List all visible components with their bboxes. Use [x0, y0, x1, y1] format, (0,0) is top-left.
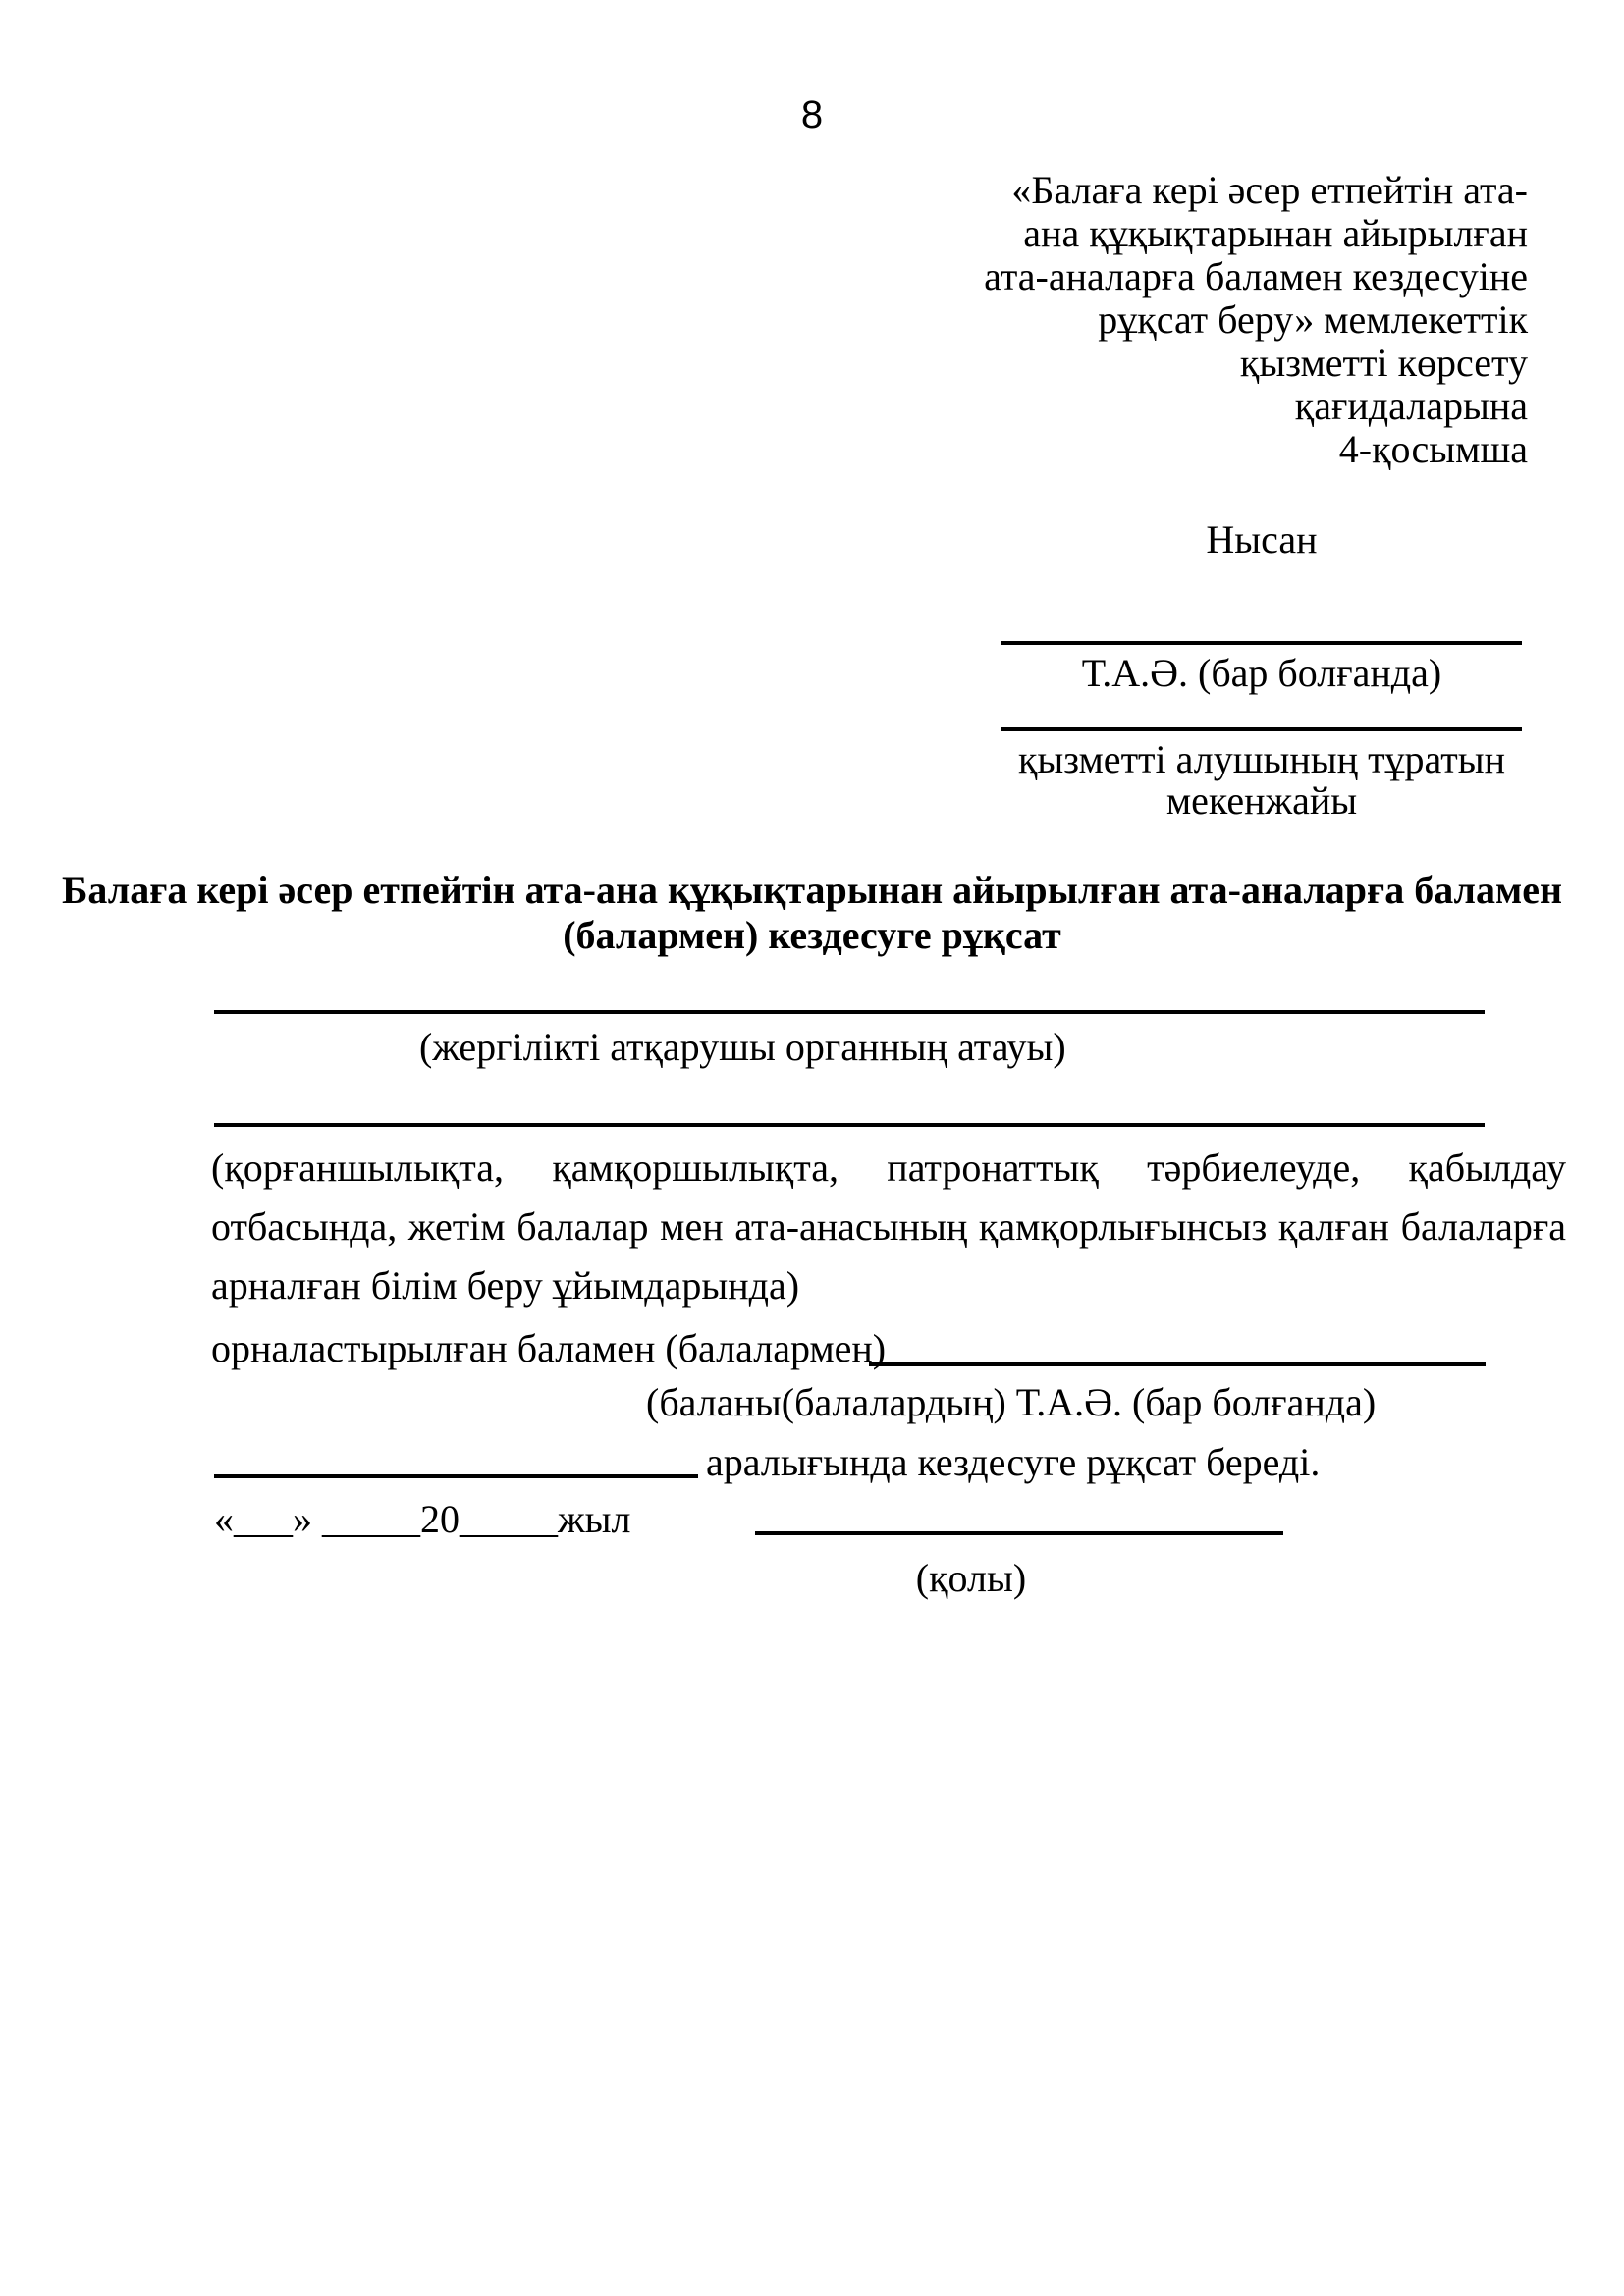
child-name-caption: (баланы(балалардың) Т.А.Ә. (бар болғанда): [646, 1380, 1377, 1424]
appendix-line: ата-аналарға баламен кездесуіне: [984, 254, 1528, 298]
issuer-name-blank-line-2: [214, 1123, 1485, 1127]
child-name-blank-line: [869, 1362, 1486, 1366]
issuer-name-caption: (жергілікті атқарушы органның атауы): [419, 1025, 1066, 1069]
placed-with-label: орналастырылған баламен (балалармен): [211, 1326, 887, 1370]
period-suffix-text: аралығында кездесуге рұқсат береді.: [706, 1440, 1321, 1484]
document-title: [0, 868, 1624, 958]
recipient-name-caption: Т.А.Ә. (бар болғанда): [1081, 651, 1442, 695]
recipient-name-blank-line: [1001, 641, 1522, 645]
date-blank-template: «___» _____20_____жыл: [214, 1497, 631, 1541]
custody-note-paragraph: (қорғаншылықта, қамқоршылықта, патронаттық тәрбиелеуде, қабылдау отбасында, жетім балалар мен ата-анасының қамқорлығынсыз қалған балаларға арналған білім беру ұйымдарында): [211, 1146, 1566, 1308]
page-number: 8: [800, 93, 824, 136]
appendix-line: ана құқықтарынан айырылған: [1023, 211, 1528, 255]
issuer-name-blank-line: [214, 1010, 1485, 1014]
document-title-line: (балармен) кездесуге рұқсат: [563, 913, 1061, 957]
form-type-label: Нысан: [1206, 517, 1318, 561]
appendix-line: 4-қосымша: [1338, 427, 1528, 471]
recipient-address-caption: қызметті алушының тұратын мекенжайы: [1017, 737, 1506, 823]
appendix-line: рұқсат беру» мемлекеттік: [1098, 297, 1528, 342]
appendix-line: қызметті көрсету: [1239, 341, 1528, 385]
signature-caption: (қолы): [915, 1556, 1027, 1600]
appendix-reference-block: [939, 169, 1528, 471]
period-blank-line: [214, 1474, 698, 1478]
document-title-line: Балаға кері әсер етпейтін ата-ана құқықтарынан айырылған ата-аналарға баламен: [61, 868, 1563, 912]
appendix-line: «Балаға кері әсер етпейтін ата-: [1011, 168, 1528, 212]
appendix-line: қағидаларына: [1294, 384, 1528, 428]
signature-blank-line: [755, 1531, 1283, 1535]
recipient-address-blank-line: [1001, 727, 1522, 731]
